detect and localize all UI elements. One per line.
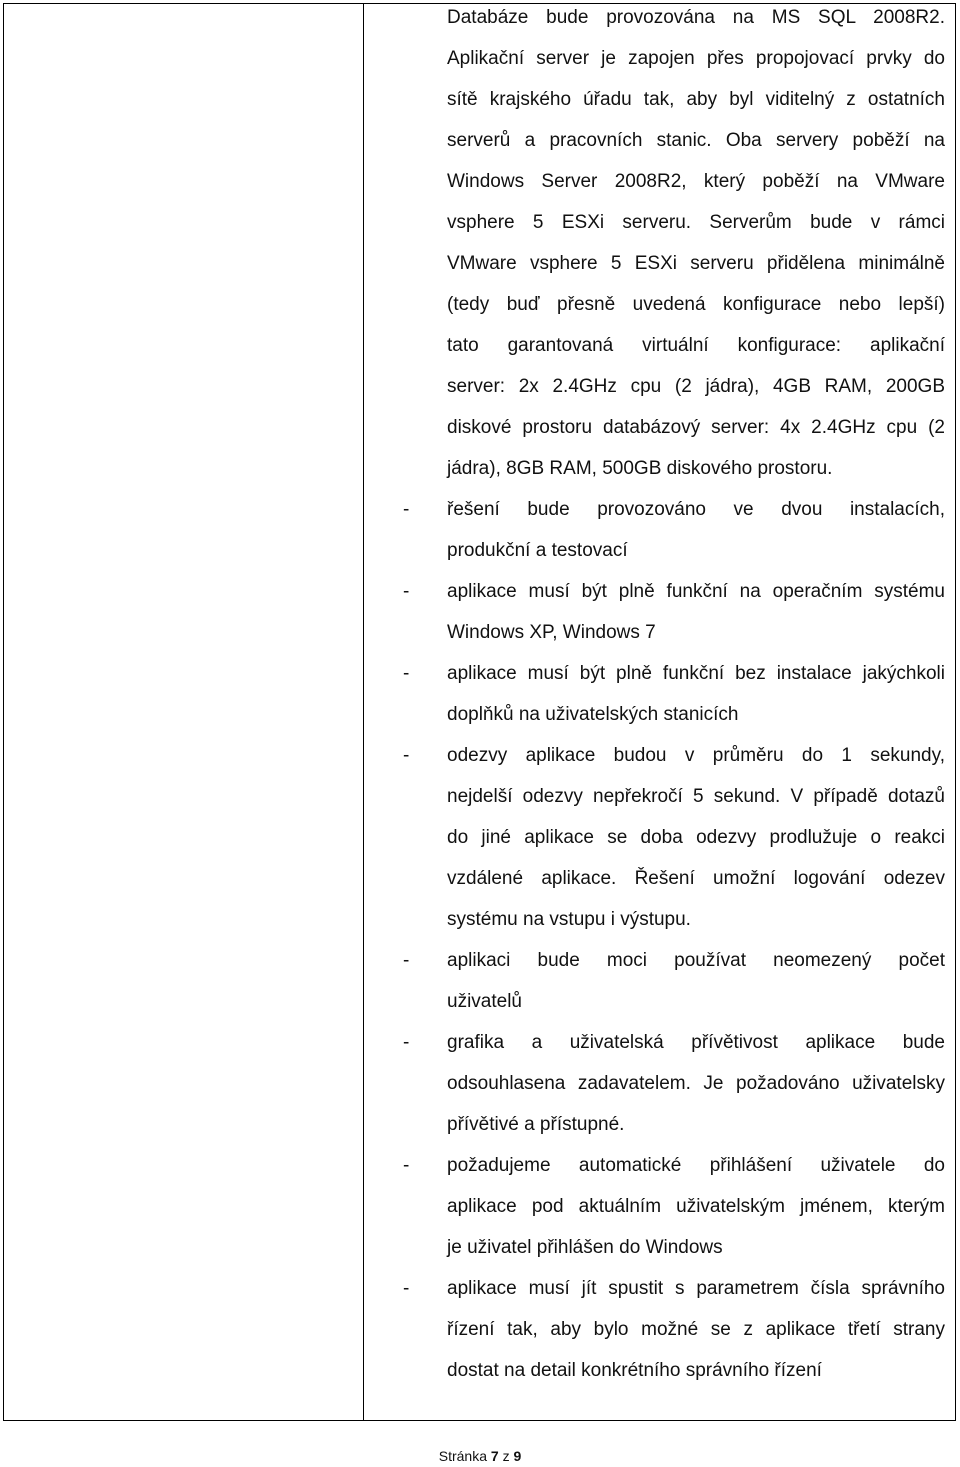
list-item-line: je uživatel přihlášen do Windows — [447, 1237, 723, 1258]
text-line: Aplikační server je zapojen přes propojovací prvky do — [447, 48, 945, 69]
text-line: (tedy buď přesně uvedená konfigurace nebo lepší) — [447, 294, 945, 315]
text-line: sítě krajského úřadu tak, aby byl viditelný z ostatních — [447, 89, 945, 110]
list-item-line: dostat na detail konkrétního správního řízení — [447, 1360, 822, 1381]
column-divider — [363, 4, 364, 1420]
list-bullet: - — [403, 581, 410, 602]
list-bullet: - — [403, 1032, 410, 1053]
footer-prefix: Stránka — [438, 1448, 487, 1464]
list-item-line: aplikace pod aktuálním uživatelským jménem, kterým — [447, 1196, 945, 1217]
list-item-line: Windows XP, Windows 7 — [447, 622, 656, 643]
list-item-line: řízení tak, aby bylo možné se z aplikace třetí strany — [447, 1319, 945, 1340]
list-item-line: přívětivé a přístupné. — [447, 1114, 625, 1135]
footer-of: z — [502, 1448, 510, 1464]
text-line: diskové prostoru databázový server: 4x 2.4GHz cpu (2 — [447, 417, 945, 438]
page-footer — [0, 1448, 960, 1464]
text-line: VMware vsphere 5 ESXi serveru přidělena minimálně — [447, 253, 945, 274]
list-item-line: požadujeme automatické přihlášení uživatele do — [447, 1155, 945, 1176]
list-item-line: grafika a uživatelská přívětivost aplikace bude — [447, 1032, 945, 1053]
list-item-line: systému na vstupu i výstupu. — [447, 909, 691, 930]
text-line: vsphere 5 ESXi serveru. Serverům bude v rámci — [447, 212, 945, 233]
list-bullet: - — [403, 663, 410, 684]
list-item-line: uživatelů — [447, 991, 522, 1012]
list-item-line: vzdálené aplikace. Řešení umožní logování odezev — [447, 868, 945, 889]
list-bullet: - — [403, 950, 410, 971]
list-bullet: - — [403, 1155, 410, 1176]
list-item-line: odezvy aplikace budou v průměru do 1 sekundy, — [447, 745, 945, 766]
list-item-line: nejdelší odezvy nepřekročí 5 sekund. V případě dotazů — [447, 786, 945, 807]
text-line: Windows Server 2008R2, který poběží na VMware — [447, 171, 945, 192]
list-item-line: do jiné aplikace se doba odezvy prodlužuje o reakci — [447, 827, 945, 848]
list-item-line: aplikace musí být plně funkční bez instalace jakýchkoli — [447, 663, 945, 684]
list-item-line: odsouhlasena zadavatelem. Je požadováno uživatelsky — [447, 1073, 945, 1094]
list-item-line: řešení bude provozováno ve dvou instalacích, — [447, 499, 945, 520]
list-item-line: aplikace musí být plně funkční na operačním systému — [447, 581, 945, 602]
text-line: tato garantovaná virtuální konfigurace: aplikační — [447, 335, 945, 356]
list-item-line: doplňků na uživatelských stanicích — [447, 704, 739, 725]
footer-page-total: 9 — [513, 1448, 522, 1464]
list-bullet: - — [403, 1278, 410, 1299]
text-line: Databáze bude provozována na MS SQL 2008R2. — [447, 7, 945, 28]
list-item-line: produkční a testovací — [447, 540, 628, 561]
list-item-line: aplikace musí jít spustit s parametrem čísla správního — [447, 1278, 945, 1299]
text-line: server: 2x 2.4GHz cpu (2 jádra), 4GB RAM, 200GB — [447, 376, 945, 397]
list-item-line: aplikaci bude moci používat neomezený počet — [447, 950, 945, 971]
text-line: jádra), 8GB RAM, 500GB diskového prostoru. — [447, 458, 833, 479]
list-bullet: - — [403, 499, 410, 520]
footer-page-number: 7 — [490, 1448, 499, 1464]
list-bullet: - — [403, 745, 410, 766]
text-line: serverů a pracovních stanic. Oba servery poběží na — [447, 130, 945, 151]
